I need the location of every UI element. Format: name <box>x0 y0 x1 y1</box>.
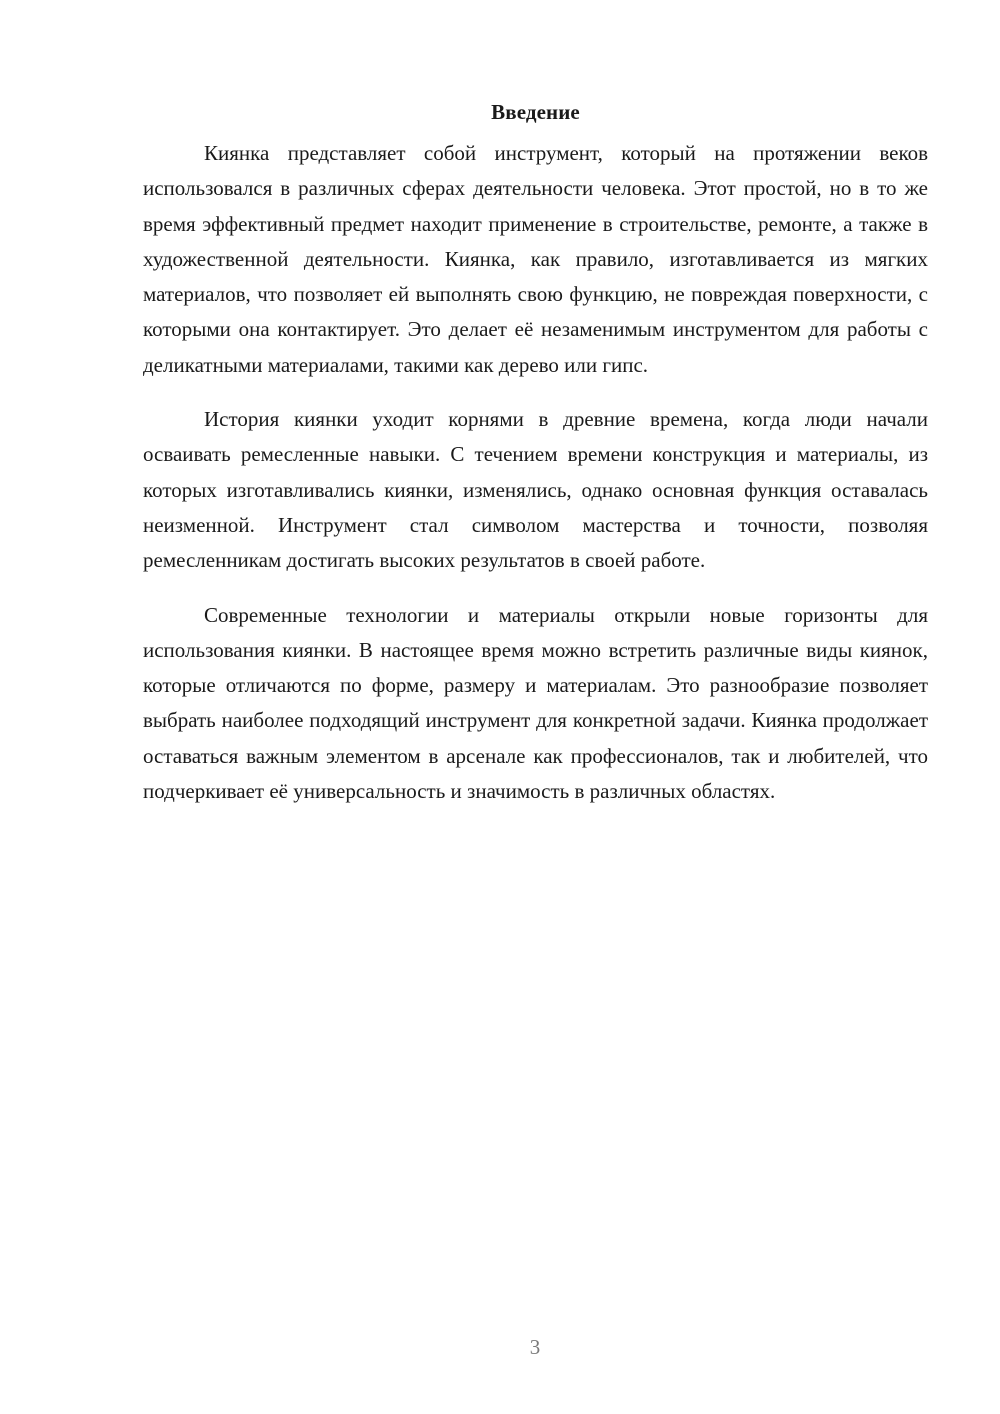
paragraph-2: История киянки уходит корнями в древние времена, когда люди начали осваивать ремесленные навыки. С течением времени конструкция и материалы, из которых изготавливались киянки, изменялись, однако основная функция оставалась неизменной. Инструмент стал символом мастерства и точности, позволяя ремесленникам достигать высоких результатов в своей работе. <box>143 407 928 573</box>
paragraph-1: Киянка представляет собой инструмент, который на протяжении веков использовался в различных сферах деятельности человека. Этот простой, но в то же время эффективный предмет находит применение в строительстве, ремонте, а также в художественной деятельности. Киянка, как правило, изготавливается из мягких материалов, что позволяет ей выполнять свою функцию, не повреждая поверхности, с которыми она контактирует. Это делает её незаменимым инструментом для работы с деликатными материалами, такими как дерево или гипс. <box>143 141 928 377</box>
page-number: 3 <box>529 1335 541 1359</box>
section-heading: Введение <box>491 100 580 124</box>
document-body <box>143 96 928 828</box>
paragraph-3: Современные технологии и материалы открыли новые горизонты для использования киянки. В настоящее время можно встретить различные виды киянок, которые отличаются по форме, размеру и материалам. Это разнообразие позволяет выбрать наиболее подходящий инструмент для конкретной задачи. Киянка продолжает оставаться важным элементом в арсенале как профессионалов, так и любителей, что подчеркивает её универсальность и значимость в различных областях. <box>143 602 928 804</box>
